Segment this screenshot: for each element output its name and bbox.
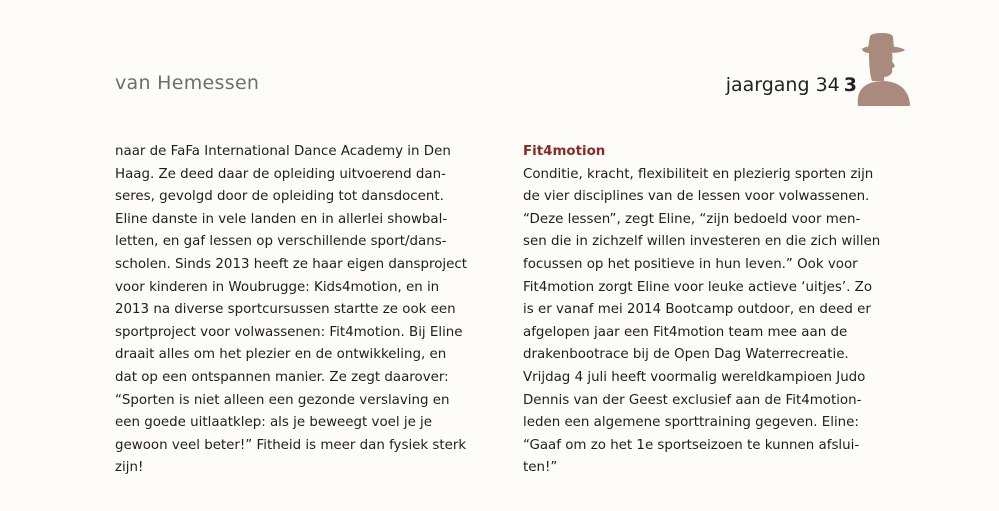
text-line: 2013 na diverse sportcursussen startte ze ook een bbox=[115, 302, 456, 318]
text-line: letten, en gaf lessen op verschillende sport/dans- bbox=[115, 234, 447, 250]
text-line: “Deze lessen”, zegt Eline, “zijn bedoeld voor men- bbox=[523, 211, 861, 227]
text-line: de vier disciplines van de lessen voor volwassenen. bbox=[523, 189, 870, 205]
text-line: afgelopen jaar een Fit4motion team mee aan de bbox=[523, 324, 848, 340]
text-line: Dennis van der Geest exclusief aan de Fit4motion- bbox=[523, 392, 862, 408]
magazine-title: van Hemessen bbox=[115, 72, 260, 94]
text-line: leden een algemene sporttraining gegeven. Eline: bbox=[523, 415, 859, 431]
text-line: Conditie, kracht, flexibiliteit en plezierig sporten zijn bbox=[523, 166, 874, 182]
silhouette-man-hat-icon bbox=[848, 32, 912, 106]
text-line: drakenbootrace bij de Open Dag Waterrecreatie. bbox=[523, 347, 849, 363]
page-number: 3 bbox=[843, 74, 857, 96]
text-line: seres, gevolgd door de opleiding tot dansdocent. bbox=[115, 189, 444, 205]
issue-label: jaargang 34 bbox=[725, 74, 840, 96]
text-line: sen die in zichzelf willen investeren en die zich willen bbox=[523, 234, 881, 250]
right-column bbox=[523, 141, 893, 480]
text-line: ten!” bbox=[523, 460, 558, 476]
left-column bbox=[115, 141, 485, 480]
text-line: dat op een ontspannen manier. Ze zegt daarover: bbox=[115, 369, 449, 385]
text-line: “Sporten is niet alleen een gezonde verslaving en bbox=[115, 392, 450, 408]
text-line: gewoon veel beter!” Fitheid is meer dan fysiek sterk bbox=[115, 437, 467, 453]
text-line: Vrijdag 4 juli heeft voormalig wereldkampioen Judo bbox=[523, 369, 866, 385]
text-line: een goede uitlaatklep: als je beweegt voel je je bbox=[115, 415, 433, 431]
issue-info bbox=[726, 74, 857, 96]
text-line: zijn! bbox=[115, 460, 144, 476]
text-line: Haag. Ze deed daar de opleiding uitvoerend dan- bbox=[115, 166, 446, 182]
text-line: naar de FaFa International Dance Academy in Den bbox=[115, 144, 451, 159]
text-line: “Gaaf om zo het 1e sportseizoen te kunnen afslui- bbox=[523, 437, 860, 453]
text-line: sportproject voor volwassenen: Fit4motion. Bij Eline bbox=[115, 324, 463, 340]
text-line: Eline danste in vele landen en in allerlei showbal- bbox=[115, 211, 448, 227]
section-heading: Fit4motion bbox=[523, 144, 606, 159]
text-line: draait alles om het plezier en de ontwikkeling, en bbox=[115, 347, 447, 363]
text-line: is er vanaf mei 2014 Bootcamp outdoor, en deed er bbox=[523, 302, 871, 318]
text-line: focussen op het positieve in hun leven.” Ook voor bbox=[523, 256, 858, 272]
text-line: voor kinderen in Woubrugge: Kids4motion, en in bbox=[115, 279, 440, 295]
text-line: Fit4motion zorgt Eline voor leuke actieve ‘uitjes’. Zo bbox=[523, 279, 873, 295]
text-line: scholen. Sinds 2013 heeft ze haar eigen dansproject bbox=[115, 256, 467, 272]
